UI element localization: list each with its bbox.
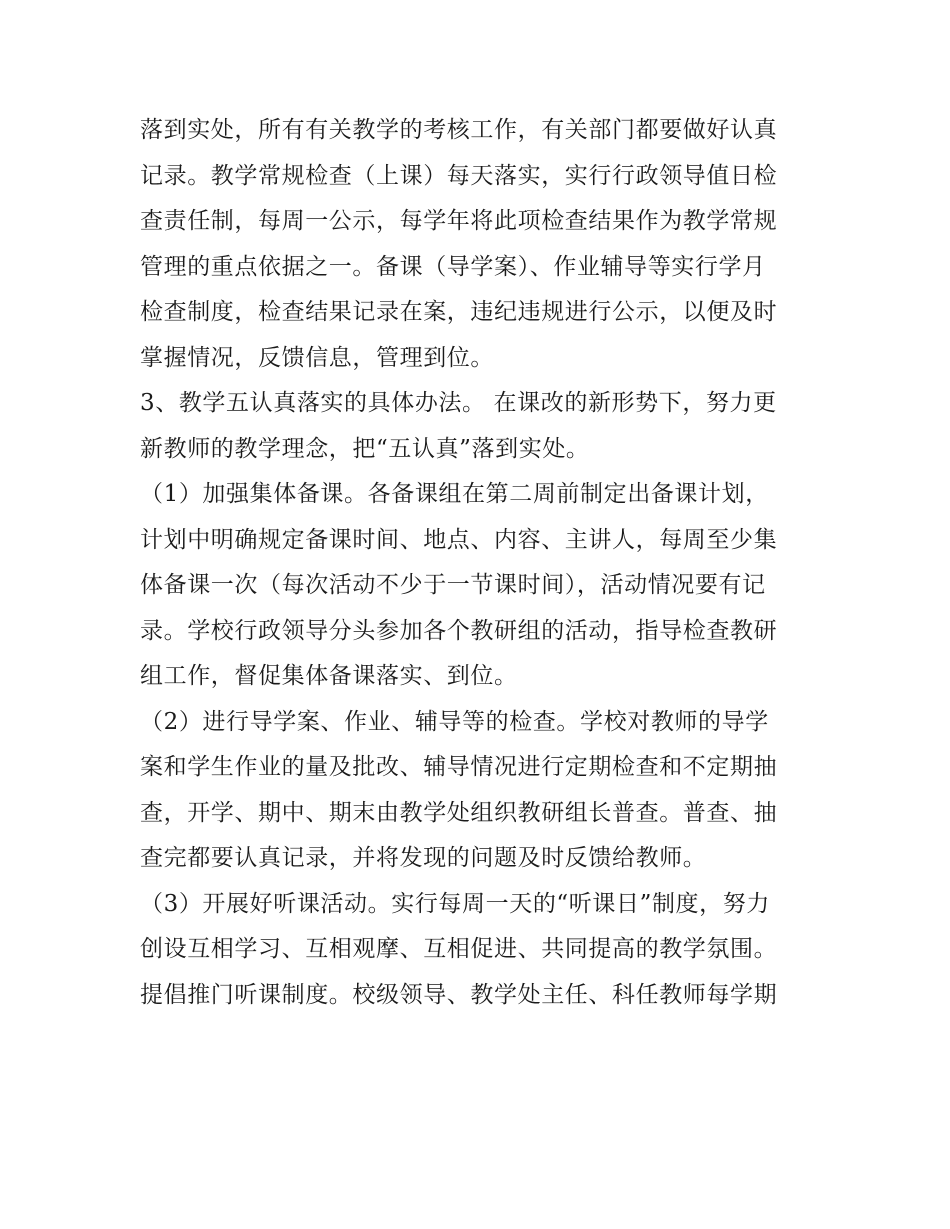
list-item-2-line: （2）进行导学案、作业、辅导等的检查。学校对教师的导学 — [140, 708, 769, 735]
text-line: 新教师的教学理念，把“五认真”落到实处。 — [140, 435, 590, 462]
text-line: 检查制度，检查结果记录在案，违纪违规进行公示，以便及时 — [140, 299, 778, 325]
text-line: 案和学生作业的量及批改、辅导情况进行定期检查和不定期抽 — [140, 754, 778, 780]
text-line: 记录。教学常规检查（上课）每天落实，实行行政领导值日检 — [140, 162, 778, 189]
text-line: 提倡推门听课制度。校级领导、教学处主任、科任教师每学期 — [140, 981, 778, 1008]
text-line: 创设互相学习、互相观摩、互相促进、共同提高的教学氛围。 — [140, 936, 778, 962]
list-item-3-line: （3）开展好听课活动。实行每周一天的“听课日”制度，努力 — [140, 890, 770, 917]
document-body — [140, 108, 820, 1018]
text-line: 计划中明确规定备课时间、地点、内容、主讲人，每周至少集 — [140, 526, 778, 553]
text-line: 组工作，督促集体备课落实、到位。 — [140, 663, 518, 689]
text-line: 查完都要认真记录，并将发现的问题及时反馈给教师。 — [140, 845, 707, 871]
section-heading-line: 3、教学五认真落实的具体办法。 在课改的新形势下，努力更 — [140, 390, 777, 416]
text-line: 管理的重点依据之一。备课（导学案）、作业辅导等实行学月 — [140, 253, 766, 280]
text-line: 查责任制，每周一公示，每学年将此项检查结果作为教学常规 — [140, 208, 778, 234]
text-line: 体备课一次（每次活动不少于一节课时间），活动情况要有记 — [140, 572, 766, 598]
text-line: 查，开学、期中、期末由教学处组织教研组长普查。普查、抽 — [140, 799, 778, 826]
list-item-1-line: （1）加强集体备课。各备课组在第二周前制定出备课计划， — [140, 481, 769, 507]
text-line: 落到实处，所有有关教学的考核工作，有关部门都要做好认真 — [140, 117, 778, 143]
text-line: 录。学校行政领导分头参加各个教研组的活动，指导检查教研 — [140, 617, 778, 644]
text-line: 掌握情况，反馈信息，管理到位。 — [140, 344, 494, 371]
